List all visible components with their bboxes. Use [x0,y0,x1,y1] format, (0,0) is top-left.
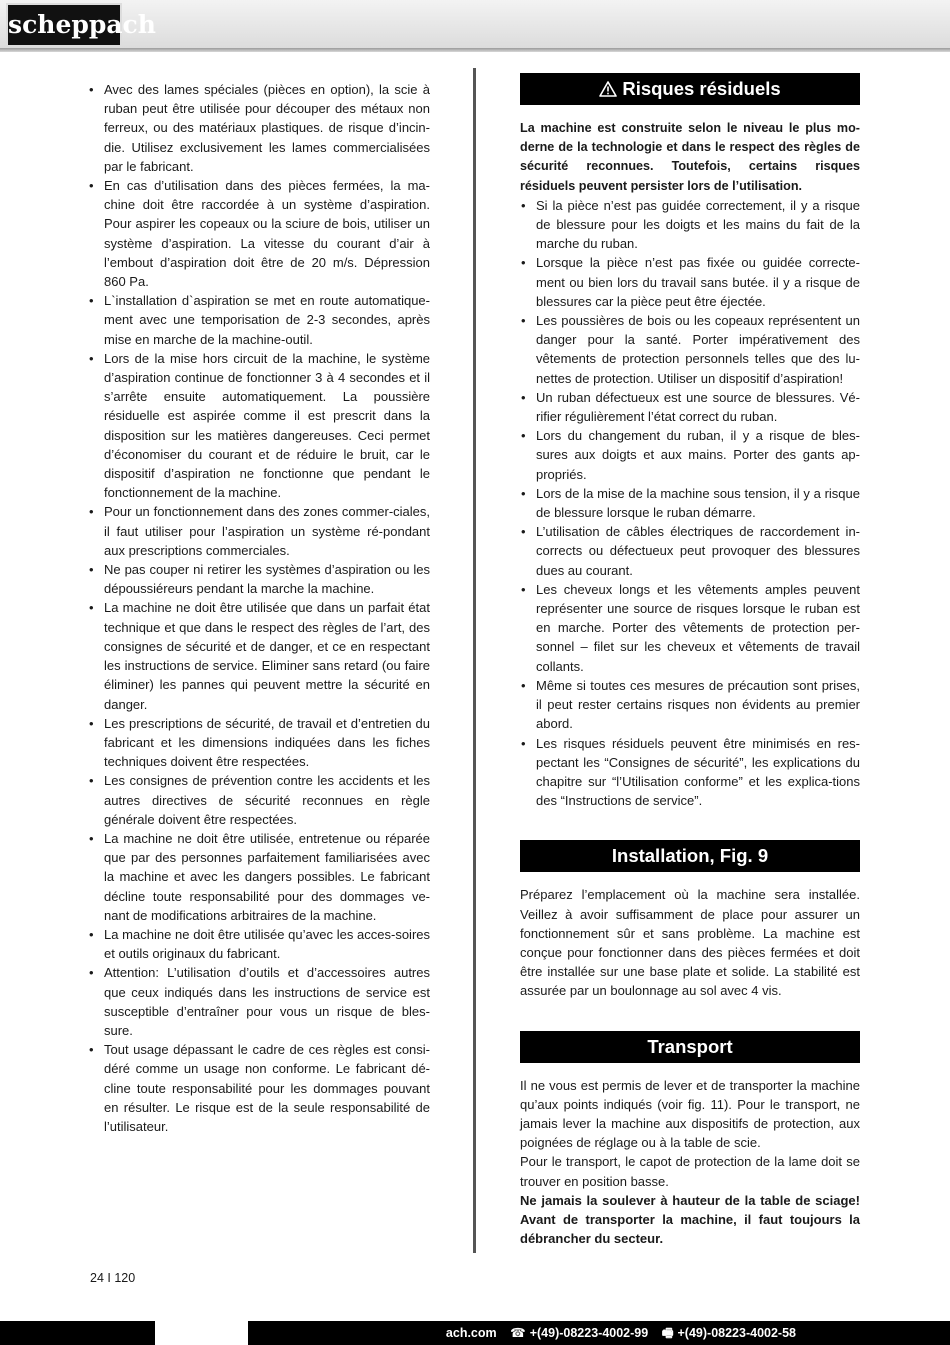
transport-text: Il ne vous est permis de lever et de transporter la machine qu’aux points indiqués (voir fig. 11). Pour le transport, ne jamais lever la machine aux dispositifs de protection, aux poignées de réglage ou à la table de scie. [520,1077,860,1151]
list-item: • Lorsque la pièce n’est pas fixée ou guidée correcte-ment ou bien lors du travail sans butée. il y a risque de blessures car la pièce peut être éjectée. [520,253,860,311]
list-item: • La machine ne doit être utilisée que dans un parfait état technique et que dans le respect des règles de l’art, des consignes de sécurité et de danger, et ce en respectant les instructions de service. Eliminer sans retard (ou faire éliminer) les pannes qui peuvent mettre la sécurité en danger. [88,598,430,713]
list-item: • Pour un fonctionnement dans des zones commer-ciales, il faut utiliser pour l’aspiration un système ré-pondant aux prescriptions commerciales. [88,502,430,560]
list-item: • L`installation d`aspiration se met en route automatique-ment avec une temporisation de 2-3 secondes, après mise en marche de la machine-outil. [88,291,430,349]
list-item: • Lors du changement du ruban, il y a risque de bles-sures aux doigts et aux mains. Porter des gants ap-propriés. [520,426,860,484]
residual-risks-intro: La machine est construite selon le niveau le plus mo-derne de la technologie et dans le respect des règles de sécurité reconnues. Toutefois, certains risques résiduels peuvent persister lors de l’utilisation. [520,121,860,193]
residual-risks-heading [520,73,860,105]
footer-website: ach.com [445,1326,497,1340]
phone-icon: ☎ [510,1326,526,1340]
installation-heading: Installation, Fig. 9 [520,840,860,872]
brand-logo: scheppach [6,3,122,47]
list-item: • Un ruban défectueux est une source de blessures. Vé-rifier régulièrement l’état correct du ruban. [520,388,860,426]
transport-warning: Ne jamais la soulever à hauteur de la table de sciage! Avant de transporter la machine, il faut toujours la débrancher du secteur. [520,1192,860,1247]
list-item: • Ne pas couper ni retirer les systèmes d’aspiration ou les dépoussiéreurs pendant la marche la machine. [88,560,430,598]
list-item: • Attention: L’utilisation d’outils et d’accessoires autres que ceux indiqués dans les instructions de service est susceptible d’entraîner pour vous un risque de bles-sure. [88,963,430,1040]
list-item: • Même si toutes ces mesures de précaution sont prises, il peut rester certains risques non évidents au premier abord. [520,676,860,734]
list-item: • Si la pièce n’est pas guidée correctement, il y a risque de blessure pour les doigts et les mains du fait de la marche du ruban. [520,196,860,254]
transport-heading: Transport [520,1031,860,1063]
safety-list [88,80,430,1136]
residual-risks-list [520,196,860,811]
footer-gap [155,1321,248,1345]
page-number: 24 I 120 [90,1271,136,1285]
right-column [520,73,860,1248]
list-item: • Lors de la mise hors circuit de la machine, le système d’aspiration continue de fonctionner 3 à 4 secondes et il s’arrête ensuite automatiquement. La poussière résiduelle est aspirée comme il est prescrit dans la disposition sur les matières dangereuses. Ceci permet d’économiser du courant et de réduire le bruit, car le dispositif d’aspiration ne fonctionne que pendant le fonctionnement de la machine. [88,349,430,503]
footer-bar [0,1321,950,1345]
footer-fax: +(49)-08223-4002-58 [677,1326,796,1340]
residual-risks-title: Risques résiduels [622,78,781,99]
list-item: • Les consignes de prévention contre les accidents et les autres directives de sécurité reconnues en règle générale doivent être respectées. [88,771,430,829]
list-item: • Les poussières de bois ou les copeaux représentent un danger pour la santé. Porter impérativement des vêtements de protection personnels telles que des lu-nettes de protection. Utiliser un dispositif d’aspiration! [520,311,860,388]
footer-contact [436,1321,796,1345]
list-item: • La machine ne doit être utilisée qu’avec les acces-soires et outils originaux du fabricant. [88,925,430,963]
footer-phone: +(49)-08223-4002-99 [529,1326,649,1340]
installation-text: Préparez l’emplacement où la machine sera installée. Veillez à avoir suffisamment de place pour assurer un fonctionnement sûr et sans problème. La machine est conçue pour fonctionner dans des pièces fermées et doit être installée sur une base plate et solide. La stabilité est assurée par un boulonnage au sol avec 4 vis. [520,887,860,999]
list-item: • Tout usage dépassant le cadre de ces règles est consi-déré comme un usage non conforme. Le fabricant dé-cline toute responsabilité pour les dommages pouvant en résulter. Le risque est de la seule responsabilité de l’utilisateur. [88,1040,430,1136]
list-item: • Les cheveux longs et les vêtements amples peuvent représenter une source de risques lorsque le ruban est en marche. Porter des vêtements de protection per-sonnel – filet sur les cheveux et vêtements de travail collants. [520,580,860,676]
list-item: • Les risques résiduels peuvent être minimisés en res-pectant les “Consignes de sécurité”, les explications du chapitre sur “l’Utilisation conforme” et les explica-tions des “Instructions de service”. [520,734,860,811]
list-item: • Les prescriptions de sécurité, de travail et d’entretien du fabricant et les dimensions indiquées dans les fiches techniques doivent être respectées. [88,714,430,772]
fax-icon: 🖷 [661,1326,674,1340]
transport-text-2: Pour le transport, le capot de protection de la lame doit se trouver en position basse. [520,1154,860,1189]
column-divider [473,68,476,1253]
header-divider [0,48,950,52]
warning-triangle-icon [599,81,617,97]
list-item: • Lors de la mise de la machine sous tension, il y a risque de blessure lorsque le ruban démarre. [520,484,860,522]
list-item: • L’utilisation de câbles électriques de raccordement in-corrects ou défectueux peut provoquer des blessures dues au courant. [520,522,860,580]
left-column [88,80,430,1136]
list-item: • En cas d’utilisation dans des pièces fermées, la ma-chine doit être raccordée à un système d’aspiration. Pour aspirer les copeaux ou la sciure de bois, utiliser un système d’aspiration. La vitesse du courant d’air à l’embout d’aspiration doit être de 20 m/s. Dépression 860 Pa. [88,176,430,291]
list-item: • La machine ne doit être utilisée, entretenue ou réparée que par des personnes parfaitement familiarisées avec la machine et avec les dangers possibles. Le fabricant décline toute responsabilité pour des dommages ve-nant de modifications arbitraires de la machine. [88,829,430,925]
list-item: • Avec des lames spéciales (pièces en option), la scie à ruban peut être utilisée pour découper des métaux non ferreux, ou des matériaux plastiques. de risque d’incin-die. Utilisez exclusivement les lames commercialisées par le fabricant. [88,80,430,176]
